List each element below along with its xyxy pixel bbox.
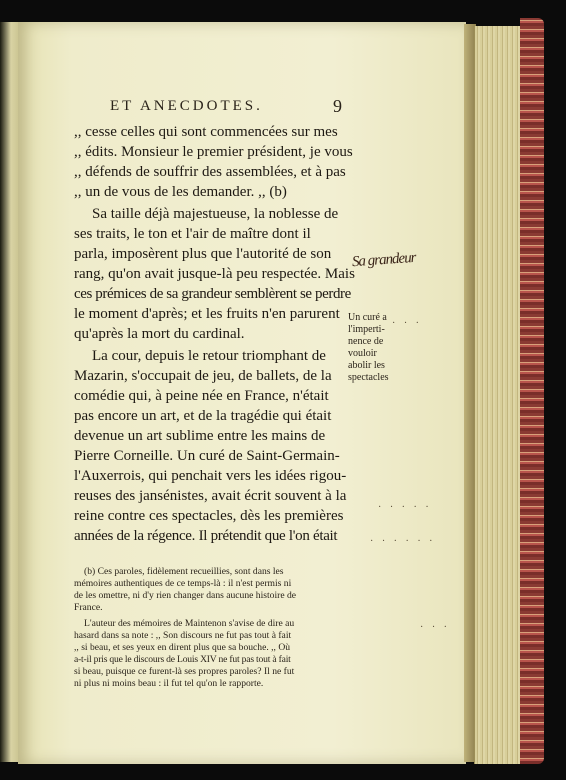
footnote-line: L'auteur des mémoires de Maintenon s'avise de dire au xyxy=(84,618,295,629)
body-line: reuses des jansénistes, avait écrit souvent à la xyxy=(74,488,347,504)
footnote-line: hasard dans sa note : ,, Son discours ne fut pas tout à fait xyxy=(74,630,292,641)
body-line: pas encore un art, et de la tragédie qui était xyxy=(74,408,332,424)
side-note-line: Un curé a xyxy=(348,312,387,323)
side-note-line: nence de xyxy=(348,336,384,347)
body-line: ,, un de vous de les demander. ,, (b) xyxy=(74,184,287,200)
footnote-line: France. xyxy=(74,602,103,613)
footnote-line: ,, si beau, et ses yeux en dirent plus que sa bouche. ,, Où xyxy=(74,642,291,653)
body-line: Mazarin, s'occupait de jeu, de ballets, de la xyxy=(74,368,332,384)
footnote-line: (b) Ces paroles, fidèlement recueillies, sont dans les xyxy=(84,566,284,577)
body-line: l'Auxerrois, qui penchait vers les idées rigou- xyxy=(74,468,347,484)
body-line: La cour, depuis le retour triomphant de xyxy=(92,348,326,364)
body-line: comédie qui, à peine née en France, n'était xyxy=(74,388,329,404)
body-line: devenue un art sublime entre les mains de xyxy=(74,428,326,444)
body-line: Sa taille déjà majestueuse, la noblesse de xyxy=(92,206,339,222)
body-line: reine contre ces spectacles, dès les premières xyxy=(74,508,344,524)
body-line: rang, qu'on avait jusque-là peu respectée. Mais xyxy=(74,266,355,282)
footnote-line: si beau, puisque ce furent-là ses propres paroles? Il ne fut xyxy=(74,666,295,677)
ink-marks: · · · xyxy=(392,318,422,329)
side-note-line: vouloir xyxy=(348,348,377,359)
footnote-line: mémoires authentiques de ce temps-là : il n'est permis ni xyxy=(74,578,292,589)
body-line: ces prémices de sa grandeur semblèrent se perdre xyxy=(74,286,351,302)
footnote-line: de les omettre, ni d'y rien changer dans aucune histoire de xyxy=(74,590,297,601)
body-line: ,, défends de souffrir des assemblées, et à pas xyxy=(74,164,346,180)
body-line: ,, cesse celles qui sont commencées sur mes xyxy=(74,124,338,140)
footnote-line: ni plus ni moins beau : il fut tel qu'on le rapporte. xyxy=(74,678,264,689)
body-line: ,, édits. Monsieur le premier président, je vous xyxy=(74,144,353,160)
body-line: Pierre Corneille. Un curé de Saint-Germain- xyxy=(74,448,340,464)
page-block-edge xyxy=(474,26,523,764)
running-header: ET ANECDOTES. xyxy=(110,98,263,114)
footnote-line: a-t-il pris que le discours de Louis XIV ne fut pas tout à fait xyxy=(74,654,291,665)
side-note-line: abolir les xyxy=(348,360,385,371)
ink-marks: · · · xyxy=(420,622,450,633)
body-line: qu'après la mort du cardinal. xyxy=(74,326,245,342)
handwritten-annotation: Sa grandeur xyxy=(351,249,417,271)
body-line: le moment d'après; et les fruits n'en parurent xyxy=(74,306,340,322)
page-number: 9 xyxy=(333,96,342,116)
body-line: ses traits, le ton et l'air de maître dont il xyxy=(74,226,311,242)
left-page-edge xyxy=(0,22,20,762)
ink-marks: · · · · · xyxy=(378,502,432,513)
ink-marks: · · · · · · xyxy=(370,536,436,547)
body-line: parla, imposèrent plus que l'autorité de son xyxy=(74,246,332,262)
body-line: années de la régence. Il prétendit que l'on était xyxy=(74,528,338,544)
book-cover-edge xyxy=(520,18,544,764)
side-note-line: spectacles xyxy=(348,372,389,383)
side-note-line: l'imperti- xyxy=(348,324,385,335)
